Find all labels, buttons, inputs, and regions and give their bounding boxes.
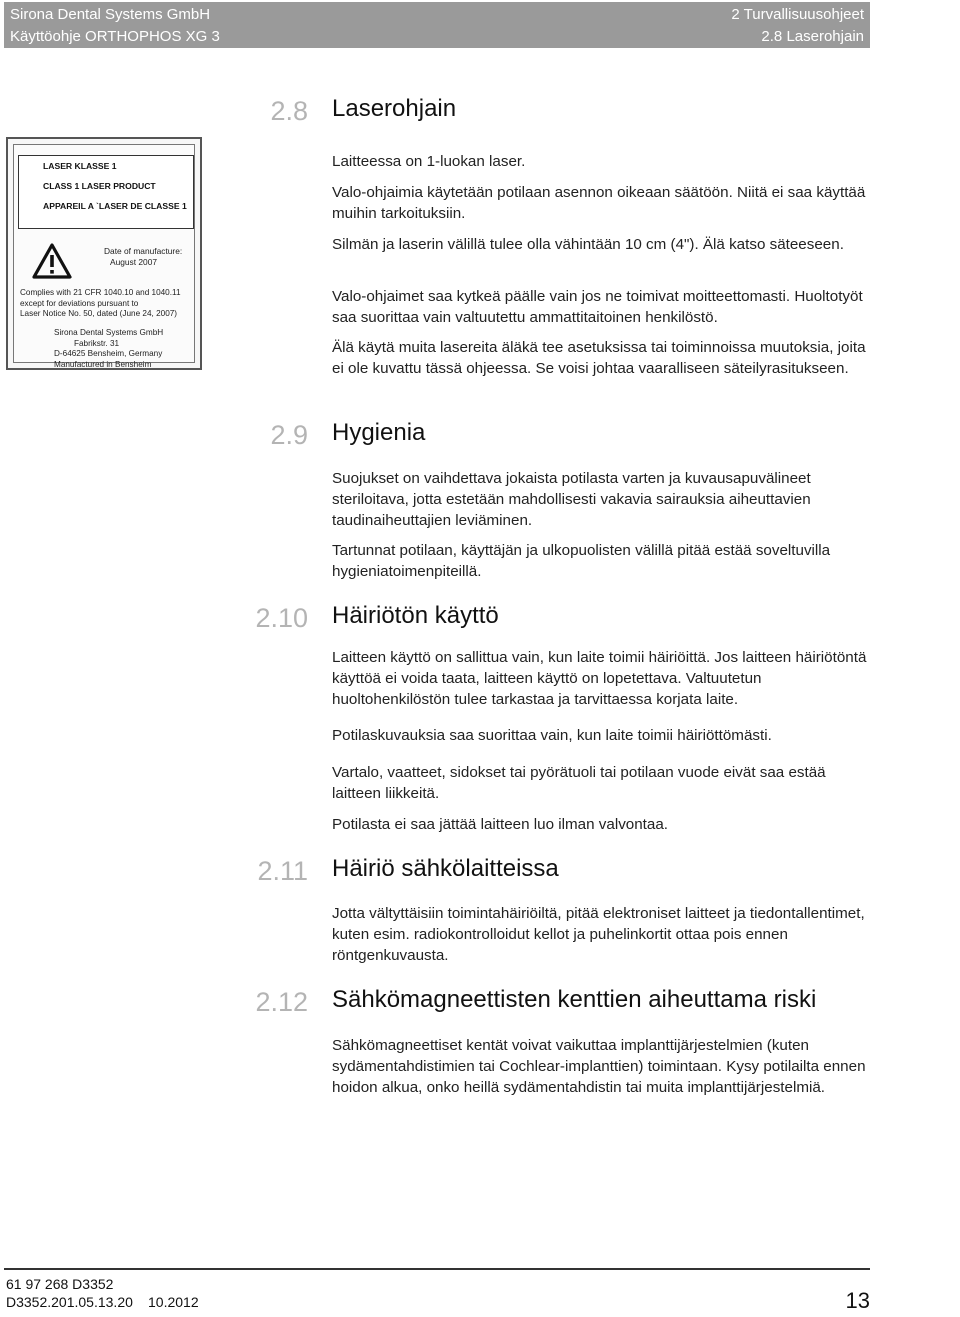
label-addr-4: Manufactured in Bensheim xyxy=(54,359,152,369)
paragraph: Valo-ohjaimia käytetään potilaan asennon oikeaan säätöön. Niitä ei saa käyttää muihin tarkoituksiin. xyxy=(332,184,866,222)
section-number: 2.11 xyxy=(257,856,308,886)
label-addr-3: D-64625 Bensheim, Germany xyxy=(54,349,163,358)
footer-date: 10.2012 xyxy=(148,1294,199,1310)
section-number: 2.12 xyxy=(255,987,308,1017)
header-section: 2.8 Laserohjain xyxy=(761,28,864,45)
section-title: Hygienia xyxy=(332,419,426,446)
page-header xyxy=(4,2,870,48)
page-number: 13 xyxy=(845,1288,870,1313)
paragraph: Jotta vältyttäisiin toimintahäiriöiltä, pitää elektroniset laitteet ja tiedontallentimet, kuten esim. radiokontrolloidut kellot ja puhelinkortit ottaa pois ennen röntgenkuvausta. xyxy=(332,905,865,964)
header-manual: Käyttöohje ORTHOPHOS XG 3 xyxy=(10,28,220,45)
section-title: Sähkömagneettisten kenttien aiheuttama riski xyxy=(332,986,817,1013)
section-number: 2.10 xyxy=(255,603,308,633)
footer-doc-code: D3352.201.05.13.20 xyxy=(6,1294,133,1310)
label-line-1: LASER KLASSE 1 xyxy=(43,161,117,171)
paragraph: Vartalo, vaatteet, sidokset tai pyörätuoli tai potilaan vuode eivät saa estää laitteen liikkeitä. xyxy=(332,764,826,802)
paragraph: Potilaskuvauksia saa suorittaa vain, kun laite toimii häiriöttömästi. xyxy=(332,727,772,744)
paragraph: Laitteen käyttö on sallittua vain, kun laite toimii häiriöittä. Jos laitteen häiriötöntä käyttöä ei voida taata, laitteen käyttö on lopetettava. Valtuutetun huoltohenkilöstön tulee tarkastaa ja tarvittaessa korjata laite. xyxy=(332,649,867,708)
section-number: 2.9 xyxy=(270,420,308,450)
label-address xyxy=(54,328,163,370)
section-title: Häiriö sähkölaitteissa xyxy=(332,855,559,882)
section-title: Laserohjain xyxy=(332,95,457,122)
section-number: 2.8 xyxy=(270,96,308,126)
paragraph: Potilasta ei saa jättää laitteen luo ilman valvontaa. xyxy=(332,816,669,833)
label-frame xyxy=(13,144,195,369)
footer-rule xyxy=(4,1268,870,1270)
label-date-caption: Date of manufacture: xyxy=(104,246,183,256)
label-addr-1: Sirona Dental Systems GmbH xyxy=(54,328,164,337)
label-line-2: CLASS 1 LASER PRODUCT xyxy=(43,181,156,191)
paragraph: Suojukset on vaihdettava jokaista potilasta varten ja kuvausapuvälineet steriloitava, jotta estetään mahdollisesti vakavia sairauksia aiheuttavien taudinaiheuttajien leviäminen. xyxy=(332,470,811,529)
label-comply-3: Laser Notice No. 50, dated (June 24, 2007) xyxy=(20,309,178,318)
label-line-3: APPAREIL A `LASER DE CLASSE 1 xyxy=(43,201,187,211)
section-title: Häiriötön käyttö xyxy=(332,602,499,629)
laser-warning-label xyxy=(6,137,202,370)
label-date-block xyxy=(104,246,182,268)
header-chapter: 2 Turvallisuusohjeet xyxy=(731,6,864,23)
paragraph: Sähkömagneettiset kentät voivat vaikuttaa implanttijärjestelmien (kuten sydämentahdistimien tai Cochlear-implanttien) toimintaan. Kysy potilailta ennen hoidon alkua, onko heillä sydämentahdistin tai muita implanttijärjestelmiä. xyxy=(332,1037,866,1096)
label-comply-2: except for deviations pursuant to xyxy=(20,298,139,308)
paragraph: Älä käytä muita lasereita äläkä tee asetuksissa tai toiminnoissa muutoksia, joita ei ole kuvattu tässä ohjeessa. Se voisi johtaa vaaralliseen säteilyrasitukseen. xyxy=(332,339,866,377)
label-compliance xyxy=(20,288,181,320)
paragraph: Valo-ohjaimet saa kytkeä päälle vain jos ne toimivat moitteettomasti. Huoltotyöt saa suorittaa vain valtuutettu ammattitaitoinen henkilöstö. xyxy=(332,288,863,326)
label-class-box xyxy=(18,155,194,229)
paragraph: Laitteessa on 1-luokan laser. xyxy=(332,153,526,170)
warning-triangle-icon xyxy=(32,243,72,279)
label-date-value: August 2007 xyxy=(110,257,158,267)
label-addr-2: Fabrikstr. 31 xyxy=(74,338,120,348)
header-company: Sirona Dental Systems GmbH xyxy=(10,6,211,23)
footer-doc-number: 61 97 268 D3352 xyxy=(6,1276,114,1292)
paragraph: Tartunnat potilaan, käyttäjän ja ulkopuolisten välillä pitää estää soveltuvilla hygieniatoimenpiteillä. xyxy=(332,542,831,580)
label-comply-1: Complies with 21 CFR 1040.10 and 1040.11 xyxy=(20,288,181,297)
paragraph: Silmän ja laserin välillä tulee olla vähintään 10 cm (4"). Älä katso säteeseen. xyxy=(332,236,844,253)
